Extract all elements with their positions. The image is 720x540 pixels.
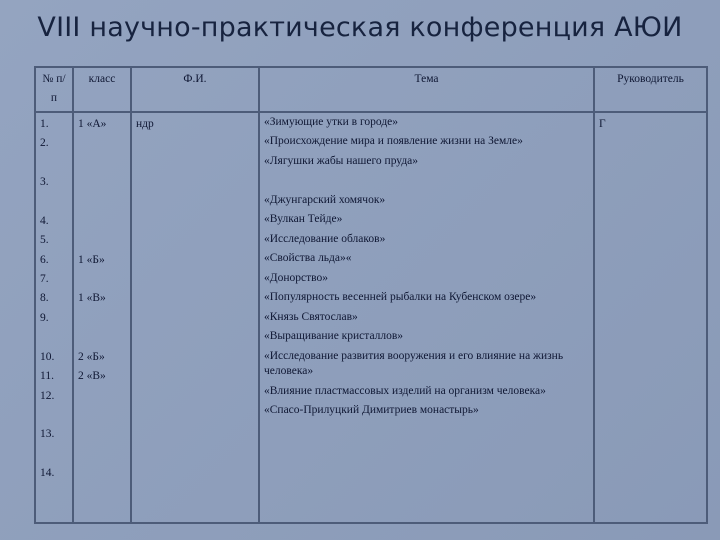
- fio-cell: [131, 112, 259, 523]
- row-number: [40, 445, 68, 464]
- header-topic: Тема: [259, 67, 594, 112]
- fio-value: ндр: [136, 117, 154, 130]
- row-number: 8.: [40, 292, 49, 305]
- row-number: 13.: [40, 428, 55, 441]
- topic-item: «Исследование облаков»: [264, 232, 386, 245]
- topic-item: «Зимующие утки в городе»: [264, 115, 399, 128]
- row-number: 12.: [40, 389, 55, 402]
- class-label: [78, 328, 126, 347]
- topic-item: «Происхождение мира и появление жизни на Земле»: [264, 135, 523, 148]
- class-label: [78, 134, 126, 153]
- topic-item: «Донорство»: [264, 271, 328, 284]
- topic-item: «Влияние пластмассовых изделий на организм человека»: [264, 384, 546, 397]
- topic-item: «Популярность весенней рыбалки на Кубенском озере»: [264, 291, 537, 304]
- class-label: [78, 192, 126, 211]
- topic-item: «Князь Святослав»: [264, 310, 358, 323]
- topic-item: «Джунгарский хомячок»: [264, 193, 386, 206]
- row-number: 6.: [40, 253, 49, 266]
- row-number: 14.: [40, 467, 55, 480]
- topic-item: «Свойства льда»«: [264, 252, 352, 265]
- header-supervisor: Руководитель: [594, 67, 707, 112]
- class-label: [78, 270, 126, 289]
- slide-title: VIII научно-практическая конференция АЮИ: [37, 12, 683, 43]
- class-label: [78, 173, 126, 192]
- class-label: [78, 154, 126, 173]
- class-label: 1 «Б»: [78, 253, 105, 266]
- row-number: 7.: [40, 273, 49, 286]
- topic-item: «Исследование развития вооружения и его влияние на жизнь человека»: [264, 349, 564, 378]
- topics-cell: [259, 112, 594, 523]
- header-fio: Ф.И.: [131, 67, 259, 112]
- topic-item: «Выращивание кристаллов»: [264, 330, 404, 343]
- supervisor-cell: [594, 112, 707, 523]
- class-label: 1 «А»: [78, 117, 107, 130]
- row-number: 5.: [40, 234, 49, 247]
- row-number: 3.: [40, 176, 49, 189]
- conference-table: [34, 66, 706, 524]
- class-label: 1 «В»: [78, 292, 106, 305]
- row-number: 11.: [40, 370, 54, 383]
- header-class: класс: [73, 67, 131, 112]
- row-number: [40, 192, 68, 211]
- row-number: 1.: [40, 117, 49, 130]
- header-num: № п/п: [35, 67, 73, 112]
- class-label: 2 «В»: [78, 370, 106, 383]
- row-number: [40, 406, 68, 425]
- row-number: [40, 328, 68, 347]
- topic-item: «Лягушки жабы нашего пруда»: [264, 154, 419, 167]
- row-number: 4.: [40, 214, 49, 227]
- supervisor-value: Г: [599, 117, 606, 130]
- class-label: [78, 309, 126, 328]
- class-label: 2 «Б»: [78, 350, 105, 363]
- row-number: 9.: [40, 311, 49, 324]
- row-number: [40, 154, 68, 173]
- class-label: [78, 231, 126, 250]
- row-number: 10.: [40, 350, 55, 363]
- classes-cell: [73, 112, 131, 523]
- topic-item: «Спасо-Прилуцкий Димитриев монастырь»: [264, 404, 479, 417]
- numbers-cell: [35, 112, 73, 523]
- topic-item: «Вулкан Тейде»: [264, 213, 343, 226]
- row-number: 2.: [40, 137, 49, 150]
- class-label: [78, 212, 126, 231]
- topic-item: [264, 173, 589, 189]
